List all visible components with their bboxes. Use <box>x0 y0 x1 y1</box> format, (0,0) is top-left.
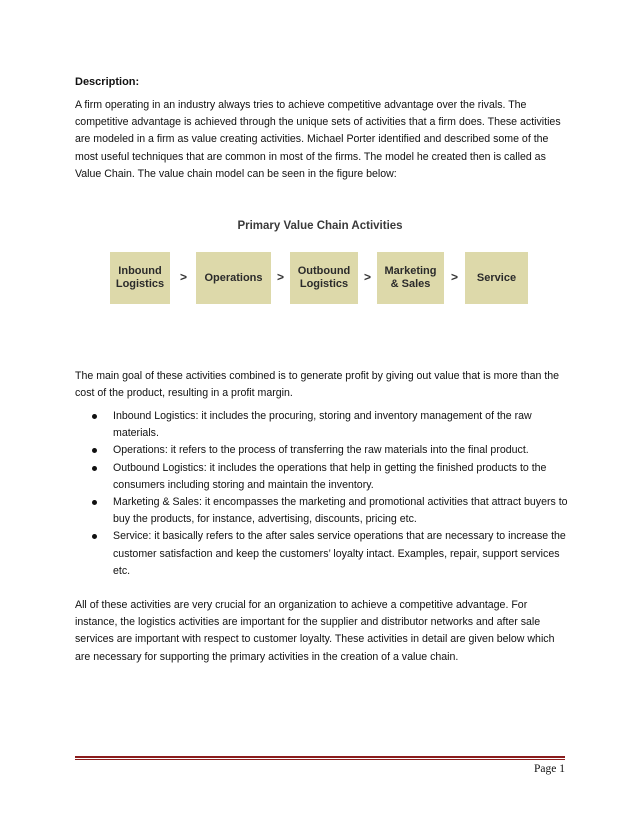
box-outbound-logistics <box>290 252 358 304</box>
bullet-icon <box>92 414 97 419</box>
list-item <box>92 442 568 459</box>
arrow-2: > <box>277 270 285 284</box>
section-heading: Description: <box>75 76 140 88</box>
list-item-text: Marketing & Sales: it encompasses the marketing and promotional activities that attract buyers to buy the products, for instance, advertising, discounts, pricing etc. <box>113 496 568 526</box>
arrow-3: > <box>364 270 372 284</box>
goal-paragraph: The main goal of these activities combined is to generate profit by giving out value that is more than the cost of the product, resulting in a profit margin. <box>75 370 560 400</box>
box-label-line1: Inbound <box>118 265 162 277</box>
footer-rule-thin <box>75 759 565 760</box>
box-label-line1: Operations <box>204 271 263 284</box>
box-inbound-logistics <box>110 252 170 304</box>
footer-rule <box>75 756 565 758</box>
intro-paragraph: A firm operating in an industry always tries to achieve competitive advantage over the rivals. The competitive advantage is achieved through the unique sets of activities that a firm does. These activities are modeled in a firm as value creating activities. Michael Porter identified and described some of the most useful techniques that are common in most of the firms. The model he created then is called as Value Chain. The value chain model can be seen in the figure below: <box>75 99 561 180</box>
value-chain-diagram <box>110 220 530 320</box>
box-label-line2: Logistics <box>299 278 349 290</box>
list-item-text: Service: it basically refers to the after sales service operations that are necessary to increase the customer satisfaction and keep the customers’ loyalty intact. Examples, repair, support services etc. <box>113 530 566 577</box>
list-item <box>92 408 568 442</box>
list-item <box>92 528 568 580</box>
box-marketing-sales <box>377 252 444 304</box>
bullet-icon <box>92 466 97 471</box>
diagram-title: Primary Value Chain Activities <box>237 220 403 232</box>
box-operations <box>196 252 271 304</box>
conclusion-paragraph: All of these activities are very crucial for an organization to achieve a competitive advantage. For instance, the logistics activities are important for the supplier and distributor networks and after sale services are important with respect to customer loyalty. These activities in detail are given below which are necessary for supporting the primary activities in the creation of a value chain. <box>75 599 555 663</box>
arrow-1: > <box>180 270 188 284</box>
bullet-icon <box>92 534 97 539</box>
arrow-4: > <box>451 270 459 284</box>
list-item-text: Operations: it refers to the process of transferring the raw materials into the final product. <box>113 444 529 457</box>
list-item-text: Inbound Logistics: it includes the procuring, storing and inventory management of the raw materials. <box>113 410 532 440</box>
activity-bullet-list <box>92 408 568 580</box>
box-label-line1: Outbound <box>297 265 351 277</box>
box-label-line1: Service <box>476 271 517 284</box>
page-number: Page 1 <box>534 763 565 775</box>
list-item <box>92 460 568 494</box>
bullet-icon <box>92 500 97 505</box>
list-item-text: Outbound Logistics: it includes the operations that help in getting the finished products to the consumers including storing and maintain the inventory. <box>113 461 547 491</box>
box-service <box>465 252 528 304</box>
list-item <box>92 494 568 528</box>
box-label-line1: Marketing <box>384 265 437 277</box>
bullet-icon <box>92 448 97 453</box>
box-label-line2: & Sales <box>390 278 431 290</box>
box-label-line2: Logistics <box>115 278 165 290</box>
